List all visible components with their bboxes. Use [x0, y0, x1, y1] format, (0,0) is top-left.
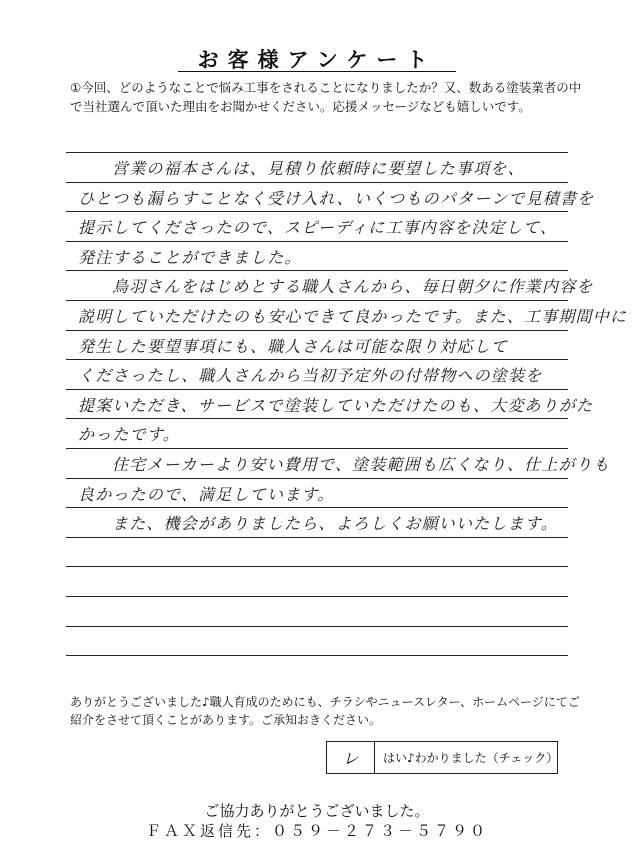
ruled-line — [66, 211, 568, 212]
ruled-line — [66, 566, 568, 567]
ruled-line — [66, 330, 568, 331]
ruled-line — [66, 655, 568, 656]
ruled-line — [66, 626, 568, 627]
ruled-line — [66, 448, 568, 449]
consent-checkbox-row — [326, 741, 558, 774]
handwritten-line: 発注することができました。 — [78, 247, 302, 267]
ruled-line — [66, 241, 568, 242]
ruled-line — [66, 389, 568, 390]
ruled-line — [66, 537, 568, 538]
page-title: お客様アンケート — [197, 48, 437, 72]
handwritten-line: 説明していただけたのも安心できて良かったです。また、工事期間中に — [78, 307, 628, 326]
ruled-line — [66, 418, 568, 419]
title-underline — [178, 71, 456, 72]
handwritten-line: 良かったので、満足しています。 — [78, 484, 335, 504]
handwritten-line: 営業の福本さんは、見積り依頼時に要望した事項を、 — [112, 159, 525, 178]
handwritten-line: くださったし、職人さんから当初予定外の付帯物への塗装を — [78, 366, 543, 386]
handwritten-line: また、機会がありましたら、よろしくお願いいたします。 — [112, 514, 558, 534]
ruled-line — [66, 300, 568, 301]
handwritten-line: 提示してくださったので、スピーディに工事内容を決定して、 — [78, 218, 558, 238]
handwritten-line: 発生した要望事項にも、職人さんは可能な限り対応して — [78, 336, 509, 356]
handwritten-line: 提案いただき、サービスで塗装していただけたのも、大変ありがた — [78, 395, 594, 415]
footer-note: ありがとうございました♪職人育成のためにも、チラシやニュースレター、ホームページにてご紹介をさせて頂くことがあります。ご承知おきください。 — [70, 695, 580, 727]
fax-number: ＦＡＸ返信先：０５９－２７３－５７９０ — [145, 822, 488, 840]
handwritten-line: 鳥羽さんをはじめとする職人さんから、毎日朝夕に作業内容を — [112, 277, 594, 297]
check-mark: レ — [342, 749, 359, 768]
survey-question: ①今回、どのようなことで悩み工事をされることになりましたか？又、数ある塗装業者の中で当社選んで頂いた理由をお聞かせください。応援メッセージなども嬉しいです。 — [70, 80, 582, 114]
handwritten-line: ひとつも漏らすことなく受け入れ、いくつものパターンで見積書を — [78, 188, 595, 208]
ruled-line — [66, 270, 568, 271]
ruled-line — [66, 152, 568, 153]
ruled-line — [66, 596, 568, 597]
thanks-text: ご協力ありがとうございました。 — [204, 802, 430, 820]
handwritten-line: 住宅メーカーより安い費用で、塗装範囲も広くなり、仕上がりも — [112, 455, 611, 474]
consent-label: はい♪わかりました（チェック） — [383, 751, 559, 765]
ruled-line — [66, 478, 568, 479]
ruled-line — [66, 182, 568, 183]
handwritten-line: かったです。 — [78, 425, 180, 445]
ruled-line — [66, 507, 568, 508]
ruled-line — [66, 359, 568, 360]
consent-checkbox[interactable] — [327, 742, 375, 773]
